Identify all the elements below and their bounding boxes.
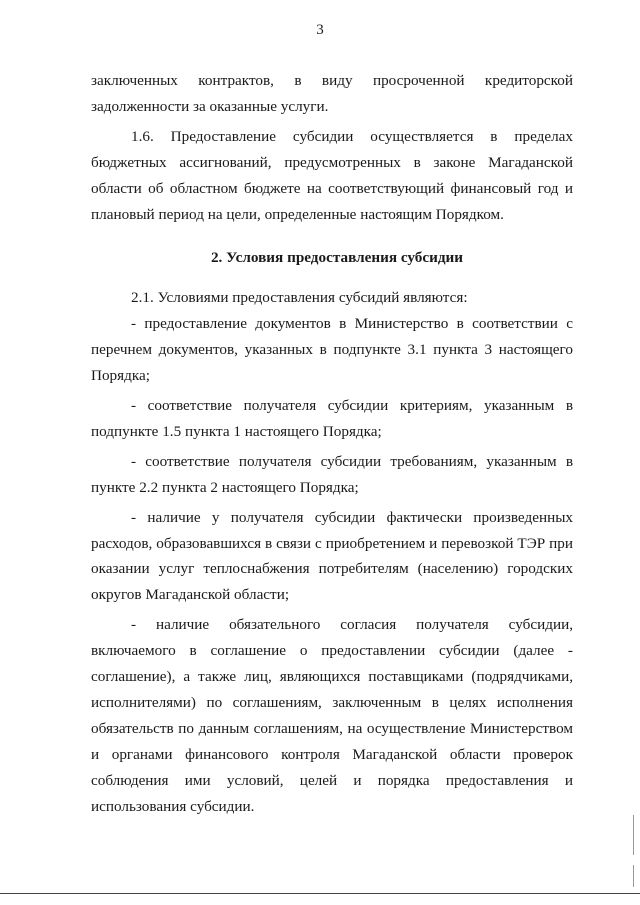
scan-artifact (633, 815, 634, 855)
page-number: 3 (316, 22, 324, 38)
list-item-expenses: - наличие у получателя субсидии фактически произведенных расходов, образовавшихся в связи с приобретением и перевозкой ТЭР при оказании услуг теплоснабжения потребителям (населению) городских округов Магаданской области; (91, 508, 573, 604)
list-item-criteria: - соответствие получателя субсидии критериям, указанным в подпункте 1.5 пункта 1 настоящего Порядка; (91, 396, 573, 440)
scan-artifact (633, 865, 634, 887)
paragraph-2-1-intro: 2.1. Условиями предоставления субсидий являются: (131, 289, 468, 307)
document-body (91, 68, 573, 819)
paragraph-1-6: 1.6. Предоставление субсидии осуществляется в пределах бюджетных ассигнований, предусмотренных в законе Магаданской области об областном бюджете на соответствующий финансовый год и плановый период на цели, определенные настоящим Порядком. (91, 127, 573, 223)
list-item-consent: - наличие обязательного согласия получателя субсидии, включаемого в соглашение о предоставлении субсидии (далее - соглашение), а также лиц, являющихся поставщиками (подрядчиками, исполнителями) по соглашениям, заключенным в целях исполнения обязательств по данным соглашениям, на осуществление Министерством и органами финансового контроля Магаданской области проверок соблюдения ими условий, целей и порядка предоставления и использования субсидии. (91, 616, 573, 815)
list-item-requirements: - соответствие получателя субсидии требованиям, указанным в пункте 2.2 пункта 2 настоящего Порядка; (91, 452, 573, 496)
bottom-edge-line (0, 893, 640, 894)
paragraph-continuation: заключенных контрактов, в виду просроченной кредиторской задолженности за оказанные услуги. (91, 72, 573, 115)
list-item-documents: - предоставление документов в Министерство в соответствии с перечнем документов, указанных в подпункте 3.1 пункта 3 настоящего Порядка; (91, 315, 573, 385)
section-heading: 2. Условия предоставления субсидии (210, 249, 464, 267)
